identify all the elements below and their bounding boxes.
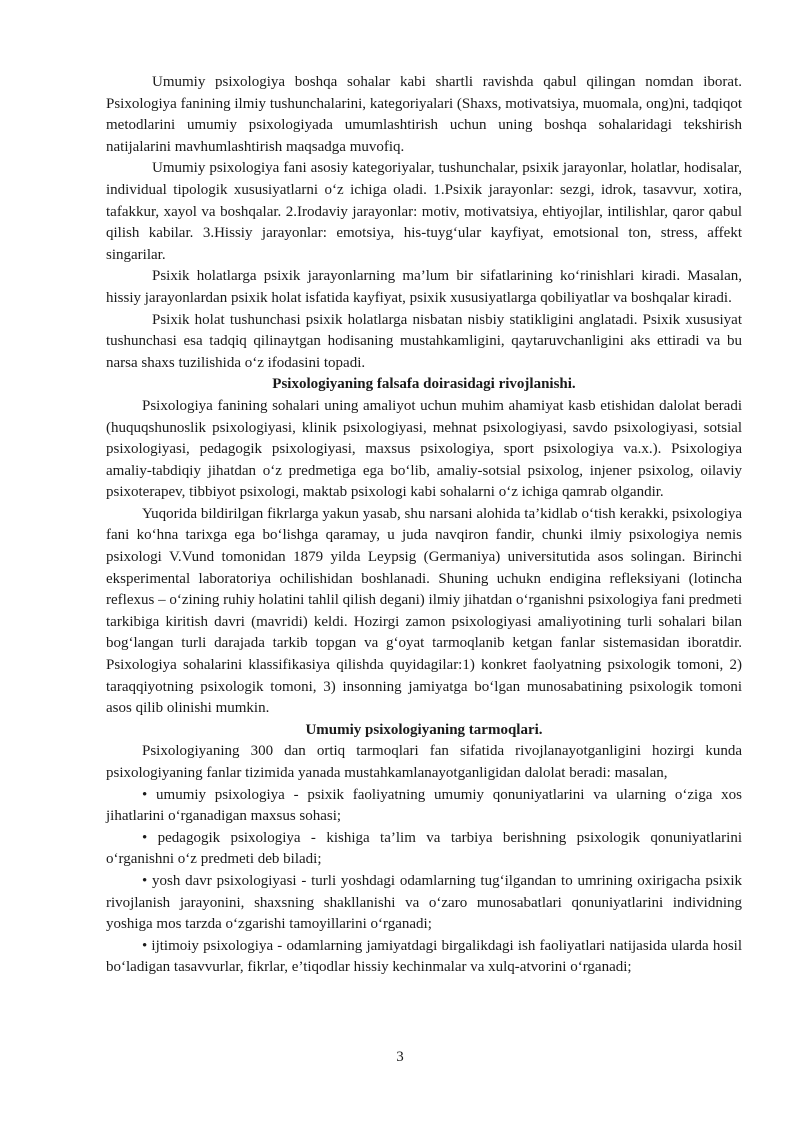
paragraph: Yuqorida bildirilgan fikrlarga yakun yasab, shu narsani alohida ta’kidlab o‘tish kerakki, psixologiya fani ko‘hna tarixga ega bo‘lishga qaramay, u juda navqiron fandir, chunki ilmiy psixologiya nemis psixologi V.Vund tomonidan 1879 yilda Leypsig (Germaniya) universitutida asos solingan. Birinchi eksperimental laboratoriya ochilishidan boshlanadi. Shuning uchukn endigina refleksiyani (lotincha reflexus – o‘zining ruhiy holatini tahlil qilish degani) ilmiy jihatdan o‘rganishni psixologiya fani predmeti tarkibiga kiritish davri (mavridi) keldi. Hozirgi zamon psixologiyasi amaliyotining turli sohalari bilan bog‘langan turli darajada tarkib topgan va g‘oyat tarmoqlanib ketgan fanlar sistemasidan iboratdir. Psixologiya sohalarini klassifikasiya qilishda quyidagilar:1) konkret faolyatning psixologik tomoni, 2) taraqqiyotning psixologik tomoni, 3) insonning jamiyatga bo‘lgan munosabatining psixologik tomoni asos qilib olinishi mumkin. <box>106 505 742 717</box>
paragraph: Psixik holatlarga psixik jarayonlarning ma’lum bir sifatlarining ko‘rinishlari kiradi. Masalan, hissiy jarayonlardan psixik holat isfatida kayfiyat, psixik xususiyatlarga qobiliyatlar va boshqalar kiradi. <box>106 268 742 306</box>
paragraph: Umumiy psixologiya boshqa sohalar kabi shartli ravishda qabul qilingan nomdan iborat. Psixologiya fanining ilmiy tushunchalarini, kategoriyalari (Shaxs, motivatsiya, muomala, ong)ni, tadqiqot metodlarini umumiy psixologiyada umumlashtirish uchun uning boshqa sohalaridagi tekshirish natijalarini mavhumlashtirish maqsadga muvofiq. <box>106 74 742 155</box>
section-heading: Psixologiyaning falsafa doirasidagi rivojlanishi. <box>272 376 576 393</box>
paragraph: Umumiy psixologiya fani asosiy kategoriyalar, tushunchalar, psixik jarayonlar, holatlar, hodisalar, individual tipologik xususiyatlarni o‘z ichiga oladi. 1.Psixik jarayonlar: sezgi, idrok, tasavvur, xotira, tafakkur, xayol va boshqalar. 2.Irodaviy jarayonlar: motiv, motivatsiya, ehtiyojlar, intilishlar, qaror qabul qilish kabilar. 3.Hissiy jarayonlar: emotsiya, his-tuyg‘ular kayfiyat, emotsional ton, stress, affekt singarilar. <box>106 160 742 263</box>
paragraph: Psixologiyaning 300 dan ortiq tarmoqlari fan sifatida rivojlanayotganligini hozirgi kunda psixologiyaning fanlar tizimida yanada mustahkamlanayotganligidan dalolat beradi: masalan, <box>106 743 742 781</box>
document-page <box>106 72 742 979</box>
list-item: • pedagogik psixologiya - kishiga ta’lim va tarbiya berishning psixologik qonuniyatlarini o‘rganishni o‘z predmeti deb biladi; <box>106 829 742 868</box>
page-number: 3 <box>396 1049 404 1065</box>
paragraph: Psixologiya fanining sohalari uning amaliyot uchun muhim ahamiyat kasb etishidan dalolat beradi (huquqshunoslik psixologiyasi, klinik psixologiyasi, mehnat psixologiyasi, savdo psixologiyasi, sotsial psixologiyasi, pedagogik psixologiyasi, maxsus psixologiya, sport psixologiya va.x.). Psixologiya amaliy-tabdiqiy jihatdan o‘z predmetiga ega bo‘lib, amaliy-sotsial psixolog, injener psixolog, oilaviy psixoterapev, tibbiyot psixologi, maktab psixologi kabi sohalarni o‘z ichiga qamrab olgandir. <box>106 397 742 501</box>
list-item: • yosh davr psixologiyasi - turli yoshdagi odamlarning tug‘ilgandan to umrining oxirigacha psixik rivojlanish jarayonini, shaxsning shakllanishi va o‘zaro munosabatlari qonuniyatlarini individning yoshiga mos tarzda o‘zgarishi tamoyillarini o‘rganadi; <box>106 872 742 933</box>
list-item: • umumiy psixologiya - psixik faoliyatning umumiy qonuniyatlarini va ularning o‘ziga xos jihatlarini o‘rganadigan maxsus sohasi; <box>106 786 742 825</box>
section-heading: Umumiy psixologiyaning tarmoqlari. <box>305 721 543 738</box>
paragraph: Psixik holat tushunchasi psixik holatlarga nisbatan nisbiy statikligini anglatadi. Psixik xususiyat tushunchasi esa tadqiq qilinaytgan hodisaning mustahkamligini, qaytaruvchanligini aks ettiradi va bu narsa shaxs tuzilishida o‘z ifodasini topadi. <box>106 311 742 371</box>
list-item: • ijtimoiy psixologiya - odamlarning jamiyatdagi birgalikdagi ish faoliyatlari natijasida ularda hosil bo‘ladigan tasavvurlar, fikrlar, e’tiqodlar hissiy kechinmalar va xulq-atvorini o‘rganadi; <box>106 937 742 976</box>
